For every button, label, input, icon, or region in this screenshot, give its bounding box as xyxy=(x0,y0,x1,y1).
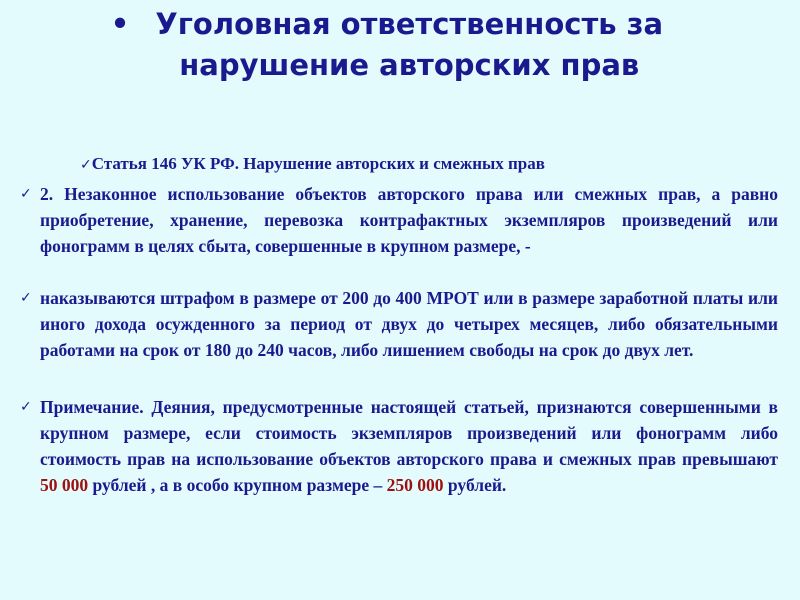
title-text: Уголовная ответственность за нарушение авторских прав xyxy=(155,7,664,82)
slide-title xyxy=(0,4,800,86)
paragraph-clause-2 xyxy=(20,181,778,259)
large-scale-amount: 50 000 xyxy=(40,475,89,495)
paragraph-text: 2. Незаконное использование объектов авторского права или смежных прав, а равно приобретение, хранение, перевозка контрафактных экземпляров произведений или фонограмм в целях сбыта, совершенные в крупном размере, - xyxy=(40,184,778,256)
paragraph-text: наказываются штрафом в размере от 200 до 400 МРОТ или в размере заработной платы или иного дохода осужденного за период от двух до четырех месяцев, либо обязательными работами на срок от 180 до 240 часов, либо лишением свободы на срок до двух лет. xyxy=(40,288,778,360)
paragraph-text xyxy=(40,394,778,498)
article-heading-text: Статья 146 УК РФ. Нарушение авторских и смежных прав xyxy=(91,154,545,173)
note-text-part-2: рублей , а в особо крупном размере – xyxy=(88,475,387,495)
note-text-part-1: Примечание. Деяния, предусмотренные настоящей статьей, признаются совершенными в крупном размере, если стоимость экземпляров произведений или фонограмм либо стоимость прав на использование объектов авторского права и смежных прав превышают xyxy=(40,397,778,469)
checkmark-icon: ✓ xyxy=(80,157,92,173)
checkmark-icon: ✓ xyxy=(20,186,32,202)
paragraph-penalty xyxy=(20,285,778,363)
title-bullet: • xyxy=(110,7,130,41)
especially-large-amount: 250 000 xyxy=(386,475,444,495)
checkmark-icon: ✓ xyxy=(20,399,32,415)
note-text-part-3: рублей. xyxy=(443,475,507,495)
article-heading xyxy=(80,153,545,176)
paragraph-note xyxy=(20,394,778,498)
checkmark-icon: ✓ xyxy=(20,290,32,306)
